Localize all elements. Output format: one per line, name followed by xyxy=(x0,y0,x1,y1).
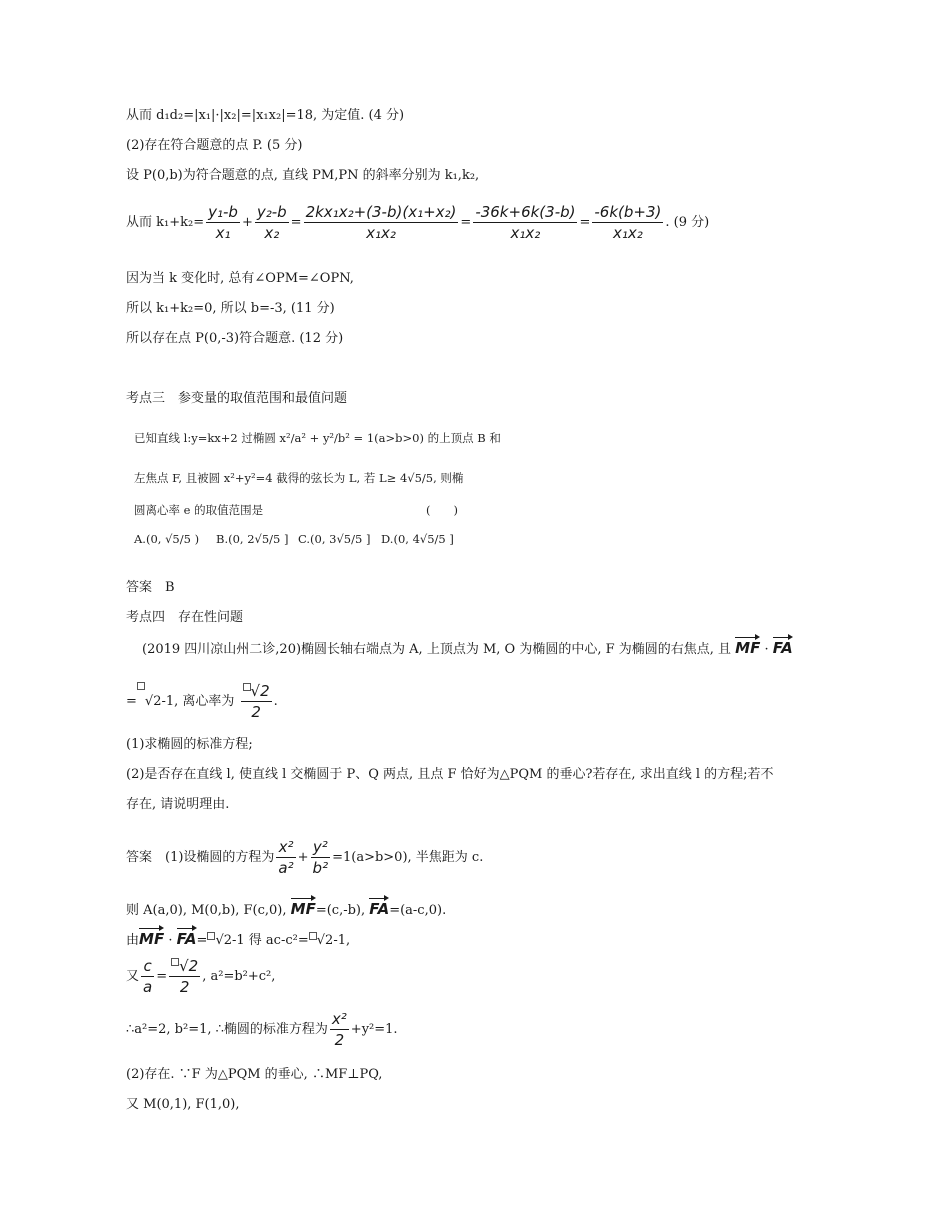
fraction xyxy=(304,202,459,243)
option-a: A.(0, √5/5 ) xyxy=(134,532,200,546)
fraction-numerator: y₂-b xyxy=(256,203,287,221)
fraction xyxy=(311,837,331,878)
answer-text: =(a-c,0). xyxy=(389,903,447,918)
placeholder-box-icon xyxy=(309,932,317,940)
fraction-numerator: 2kx₁x₂+(3-b)(x₁+x₂) xyxy=(305,203,457,221)
fraction-numerator: √2 xyxy=(169,956,200,977)
answer-text: ∴a²=2, b²=1, ∴椭圆的标准方程为 xyxy=(126,1022,328,1037)
problem-line: 已知直线 l:y=kx+2 过椭圆 x²/a² + y²/b² = 1(a>b>0) 的上顶点 B 和 xyxy=(134,431,501,445)
fraction-numerator: y² xyxy=(311,837,331,858)
option-b: B.(0, 2√5/5 ] xyxy=(216,532,289,546)
fraction-denominator: a² xyxy=(278,859,294,877)
vector-fa: FA xyxy=(369,900,390,918)
vector-mf: MF xyxy=(290,900,316,918)
problem-image xyxy=(126,420,501,565)
text-line: 所以 k₁+k₂=0, 所以 b=-3, (11 分) xyxy=(126,301,335,316)
question-2-continued: 存在, 请说明理由. xyxy=(126,797,230,812)
section-heading: 考点四 存在性问题 xyxy=(126,610,244,625)
answer-text: =1(a>b>0), 半焦距为 c. xyxy=(332,850,484,865)
fraction-denominator: x₁ xyxy=(215,224,231,242)
numerator-value: 2 xyxy=(260,682,270,700)
answer-step-1: 答案 (1)设椭圆的方程为 $\frac{\text{x²}}{\text{a²}}$ + $\frac{\text{y²}}{\text{b²}}$ =1(a>b>0), 半焦距为 c. xyxy=(126,838,484,877)
text-line: 设 P(0,b)为符合题意的点, 直线 PM,PN 的斜率分别为 k₁,k₂, xyxy=(126,168,480,183)
fraction-denominator: b² xyxy=(312,859,329,877)
text-line: 所以存在点 P(0,-3)符合题意. (12 分) xyxy=(126,331,344,346)
option-c: C.(0, 3√5/5 ] xyxy=(298,532,371,546)
fraction-numerator: -6k(b+3) xyxy=(594,203,662,221)
fraction-numerator: -36k+6k(3-b) xyxy=(475,203,576,221)
condition-text: 2-1, 离心率为 xyxy=(153,694,235,709)
fraction-numerator: x² xyxy=(276,837,295,858)
answer-text: 2-1 得 ac-c²= xyxy=(223,933,309,948)
problem-intro xyxy=(142,639,793,659)
text-line: (2)存在符合题意的点 P. (5 分) xyxy=(126,138,303,153)
answer-text: =(c,-b), xyxy=(315,903,366,918)
fraction-numerator: x² xyxy=(331,1010,347,1028)
section-heading: 考点三 参变量的取值范围和最值问题 xyxy=(126,391,348,406)
eccentricity-fraction xyxy=(241,681,272,722)
fraction xyxy=(141,956,154,997)
fraction-denominator: x₂ xyxy=(264,224,280,242)
problem-line: 圆离心率 e 的取值范围是 xyxy=(134,503,264,517)
answer-paren: ( ) xyxy=(426,503,458,517)
answer-text: 答案 (1)设椭圆的方程为 xyxy=(126,850,275,865)
answer-text: 则 A(a,0), M(0,b), F(c,0), xyxy=(126,903,287,918)
placeholder-box-icon xyxy=(137,682,145,690)
fraction-denominator: x₁x₂ xyxy=(510,224,541,242)
vector-fa: FA xyxy=(176,930,197,948)
fraction-denominator: x₁x₂ xyxy=(366,224,396,242)
fraction-numerator: c xyxy=(141,956,154,977)
fraction-denominator: a xyxy=(143,978,153,996)
fraction xyxy=(276,837,295,878)
formula-suffix: . (9 分) xyxy=(665,215,710,230)
question-2: (2)是否存在直线 l, 使直线 l 交椭圆于 P、Q 两点, 且点 F 恰好为△PQM 的垂心?若存在, 求出直线 l 的方程;若不 xyxy=(126,767,774,782)
formula-prefix: 从而 k₁+k₂= xyxy=(126,215,205,230)
fraction xyxy=(592,202,663,243)
answer-text: 由 xyxy=(126,933,140,948)
problem-text: (2019 四川凉山州二诊,20)椭圆长轴右端点为 A, 上顶点为 M, O 为椭圆的中心, F 为椭圆的右焦点, 且 xyxy=(142,642,731,657)
fraction xyxy=(330,1009,349,1050)
fraction xyxy=(169,956,200,997)
answer-text: 2-1, xyxy=(325,933,351,948)
answer-step-5 xyxy=(126,1008,398,1052)
vector-fa: FA xyxy=(772,639,793,657)
fraction xyxy=(255,202,289,243)
text-line: 因为当 k 变化时, 总有∠OPM=∠OPN, xyxy=(126,271,354,286)
text-line: 从而 d₁d₂=|x₁|·|x₂|=|x₁x₂|=18, 为定值. (4 分) xyxy=(126,108,405,123)
answer-step-2 xyxy=(126,900,446,920)
fraction-numerator: y₁-b xyxy=(208,203,238,221)
answer-text: 又 xyxy=(126,969,140,984)
problem-line: 左焦点 F, 且被圆 x²+y²=4 截得的弦长为 L, 若 L≥ 4√5/5, 则椭 xyxy=(134,471,464,485)
question-1: (1)求椭圆的标准方程; xyxy=(126,737,253,752)
fraction xyxy=(206,202,240,243)
answer-step-4: 又 $\frac{c}{a}$ = $\frac{√2}{2}$ , a²=b²+c², xyxy=(126,957,276,996)
vector-mf: MF xyxy=(139,930,165,948)
answer-line: 答案 B xyxy=(126,580,175,595)
answer-text: +y²=1. xyxy=(350,1022,398,1037)
option-d: D.(0, 4√5/5 ] xyxy=(381,532,454,546)
formula-line: 从而 k₁+k₂= $\frac{\text{y₁-b}}{\text{x₁}}$ + $\frac{\text{y₂-b}}{\text{x₂}}$ = $\frac{\text{2kx₁x₂+(3-b)(x₁+x₂)}}{\text{x₁x₂}}$ = $\frac{-36k+6k(3-b)}{\text{x₁x₂}}$ = $\frac{-6k(b+3)}{\text{x₁x₂}}$ . (9 分) xyxy=(126,203,710,242)
placeholder-box-icon xyxy=(171,958,179,966)
fraction-numerator: √2 xyxy=(241,681,272,702)
answer-step-3: 由MF · FA= √2-1 得 ac-c²= √2-1, xyxy=(126,930,351,948)
placeholder-box-icon xyxy=(243,683,251,691)
answer-text: , a²=b²+c², xyxy=(202,969,276,984)
problem-condition: = √2-1, 离心率为 $\frac{√2}{2}$ . xyxy=(126,682,278,721)
fraction-denominator: 2 xyxy=(334,1031,345,1049)
fraction-denominator: 2 xyxy=(251,703,261,721)
fraction-denominator: x₁x₂ xyxy=(612,224,643,242)
dot-operator: · xyxy=(764,642,769,657)
fraction-denominator: 2 xyxy=(179,978,190,996)
placeholder-box-icon xyxy=(207,932,215,940)
fraction xyxy=(473,202,577,243)
equals-sign: = xyxy=(126,694,137,709)
answer-step-7: 又 M(0,1), F(1,0), xyxy=(126,1097,240,1112)
vector-mf: MF xyxy=(735,639,761,657)
answer-step-6: (2)存在. ∵F 为△PQM 的垂心, ∴MF⊥PQ, xyxy=(126,1067,383,1082)
